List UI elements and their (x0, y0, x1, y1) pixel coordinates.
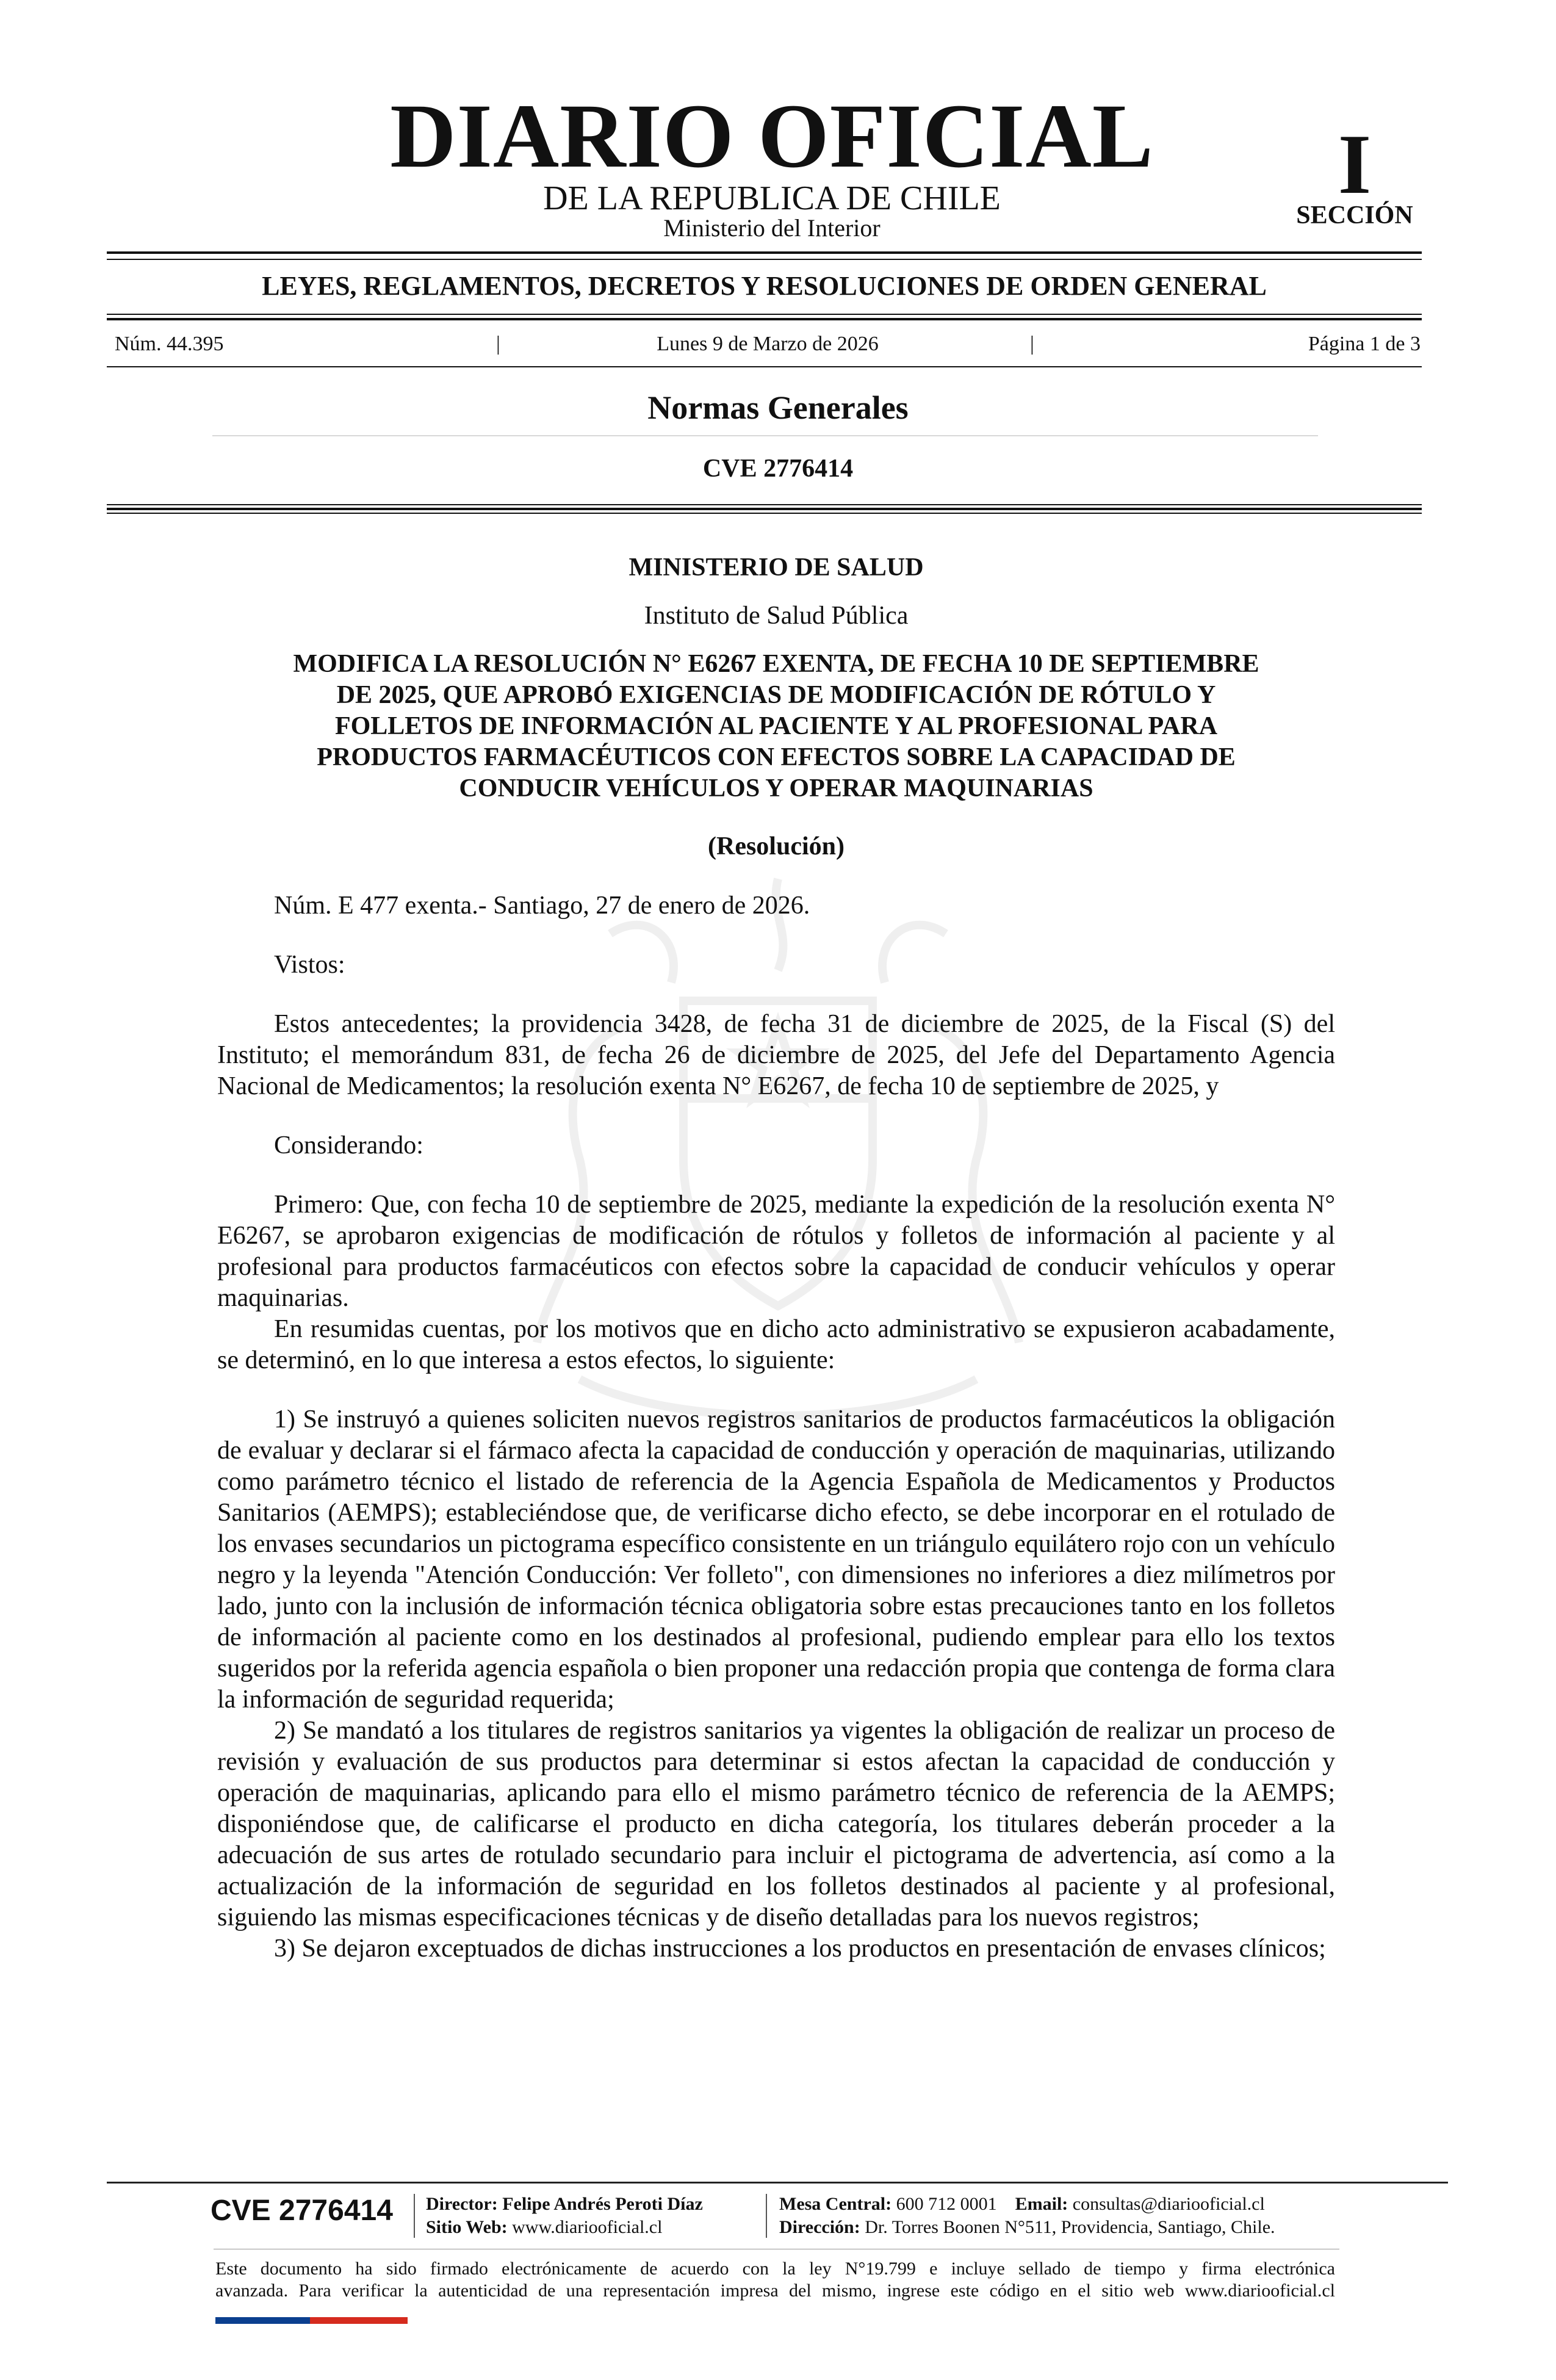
site-link[interactable]: www.diariooficial.cl (512, 2217, 663, 2237)
issuing-institute: Instituto de Salud Pública (644, 602, 909, 630)
resolution-number-line: Núm. E 477 exenta.- Santiago, 27 de enero de 2026. (274, 892, 810, 920)
footer-rule (107, 2182, 1448, 2183)
resolution-title-line: MODIFICA LA RESOLUCIÓN N° E6267 EXENTA, DE FECHA 10 DE SEPTIEMBRE (293, 650, 1259, 678)
footer-divider (766, 2194, 767, 2238)
footer-contact-block (779, 2193, 1275, 2239)
footer-legal-notice (215, 2258, 1335, 2302)
list-item: 2) Se mandató a los titulares de registros sanitarios ya vigentes la obligación de realizar un proceso de revisión y evaluación de sus productos para determinar si estos afectan la capacidad de conducción y operación de maquinarias, aplicando para ello el mismo parámetro técnico de referencia de la AEMPS; disponiéndose que, de calificarse el producto en dicha categoría, los titulares deberán proceder a la adecuación de sus artes de rotulado secundario para incluir el pictograma de advertencia, así como a la actualización de la información de seguridad en los folletos destinados al paciente y al profesional, siguiendo las mismas especificaciones técnicas y de diseño detalladas para los nuevos registros; (217, 1717, 1335, 1931)
address-value: Dr. Torres Boonen N°511, Providencia, Santiago, Chile. (865, 2217, 1275, 2237)
resolution-title (217, 649, 1335, 804)
list-item: 3) Se dejaron exceptuados de dichas instrucciones a los productos en presentación de envases clínicos; (274, 1935, 1326, 1963)
footer-divider (414, 2194, 415, 2238)
email-label: Email: (1015, 2194, 1068, 2214)
resolution-title-line: FOLLETOS DE INFORMACIÓN AL PACIENTE Y AL PROFESIONAL PARA (334, 712, 1218, 740)
section-numeral: I (1338, 117, 1372, 212)
header-rule-thin (107, 504, 1422, 505)
flag-stripe-red (310, 2317, 408, 2324)
category-rule-thick (107, 318, 1422, 320)
section-label: SECCIÓN (1296, 201, 1413, 229)
director-name: Felipe Andrés Peroti Díaz (502, 2194, 703, 2214)
issue-separator: | (1030, 333, 1034, 355)
masthead-rule-thin (107, 259, 1422, 260)
category-heading: LEYES, REGLAMENTOS, DECRETOS Y RESOLUCIONES DE ORDEN GENERAL (262, 271, 1267, 301)
newspaper-subtitle: DE LA REPUBLICA DE CHILE (543, 179, 1001, 217)
footer-cve-code: CVE 2776414 (211, 2194, 393, 2227)
considerando-heading: Considerando: (274, 1131, 423, 1159)
email-link[interactable]: consultas@diariooficial.cl (1072, 2194, 1265, 2214)
address-label: Dirección: (779, 2217, 860, 2237)
vistos-heading: Vistos: (274, 951, 345, 979)
header-rule-thin (107, 513, 1422, 514)
legal-line: Este documento ha sido firmado electrónicamente de acuerdo con la ley N°19.799 e incluye sellado de tiempo y firma electrónica (215, 2259, 1335, 2279)
section-title-rule (212, 435, 1318, 436)
document-body (217, 552, 1335, 1964)
section-title: Normas Generales (647, 389, 909, 426)
resolution-title-line: PRODUCTOS FARMACÉUTICOS CON EFECTOS SOBRE LA CAPACIDAD DE (317, 743, 1236, 771)
resumen-paragraph: En resumidas cuentas, por los motivos que en dicho acto administrativo se expusieron acabadamente, se determinó, en lo que interesa a estos efectos, lo siguiente: (217, 1315, 1335, 1374)
footer-director-block (426, 2193, 703, 2239)
site-label: Sitio Web: (426, 2217, 508, 2237)
resolution-title-line: CONDUCIR VEHÍCULOS Y OPERAR MAQUINARIAS (459, 774, 1093, 802)
legal-line: avanzada. Para verificar la autenticidad de una representación impresa del mismo, ingrese este código en el sitio web www.diariooficial.cl (215, 2281, 1335, 2301)
flag-stripe-blue (215, 2317, 310, 2324)
primero-paragraph: Primero: Que, con fecha 10 de septiembre de 2025, mediante la expedición de la resolución exenta N° E6267, se aprobaron exigencias de modificación de rótulos y folletos de información al paciente y al profesional para productos farmacéuticos con efectos sobre la capacidad de conducir vehículos y operar maquinarias. (217, 1191, 1335, 1312)
list-item: 1) Se instruyó a quienes soliciten nuevos registros sanitarios de productos farmacéuticos la obligación de evaluar y declarar si el fármaco afecta la capacidad de conducción y operación de maquinarias, utilizando como parámetro técnico el listado de referencia de la Agencia Española de Medicamentos y Productos Sanitarios (AEMPS); estableciéndose que, de verificarse dicho efecto, se debe incorporar en el rotulado de los envases secundarios un pictograma específico consistente en un triángulo equilátero rojo con un vehículo negro y la leyenda "Atención Conducción: Ver folleto", con dimensiones no inferiores a diez milímetros por lado, junto con la inclusión de información técnica obligatoria sobre estas precauciones tanto en los folletos de información al paciente como en los destinados al profesional, pudiendo emplear para ello los textos sugeridos por la referida agencia española o bien proponer una redacción propia que contenga de forma clara la información de seguridad requerida; (217, 1405, 1335, 1714)
issuing-ministry: MINISTERIO DE SALUD (629, 554, 924, 582)
issue-date: Lunes 9 de Marzo de 2026 (657, 333, 879, 355)
issue-number: Núm. 44.395 (115, 333, 224, 355)
newspaper-ministry: Ministerio del Interior (663, 214, 881, 242)
masthead-rule-thick (107, 251, 1422, 254)
resolution-title-line: DE 2025, QUE APROBÓ EXIGENCIAS DE MODIFICACIÓN DE RÓTULO Y (336, 681, 1216, 709)
director-label: Director: (426, 2194, 498, 2214)
cve-code: CVE 2776414 (702, 455, 854, 483)
mesa-label: Mesa Central: (779, 2194, 892, 2214)
issue-rule (107, 366, 1422, 367)
issue-page: Página 1 de 3 (1308, 333, 1421, 355)
header-rule-thick (107, 508, 1422, 510)
issue-separator: | (496, 333, 500, 355)
category-rule-thin (107, 314, 1422, 315)
vistos-paragraph: Estos antecedentes; la providencia 3428, de fecha 31 de diciembre de 2025, de la Fiscal (S) del Instituto; el memorándum 831, de fecha 26 de diciembre de 2025, del Jefe del Departamento Agencia Nacional de Medicamentos; la resolución exenta N° E6267, de fecha 10 de septiembre de 2025, y (217, 1010, 1335, 1100)
resolution-kind: (Resolución) (708, 832, 845, 860)
newspaper-title: DIARIO OFICIAL (390, 85, 1154, 187)
mesa-phone: 600 712 0001 (896, 2194, 997, 2214)
